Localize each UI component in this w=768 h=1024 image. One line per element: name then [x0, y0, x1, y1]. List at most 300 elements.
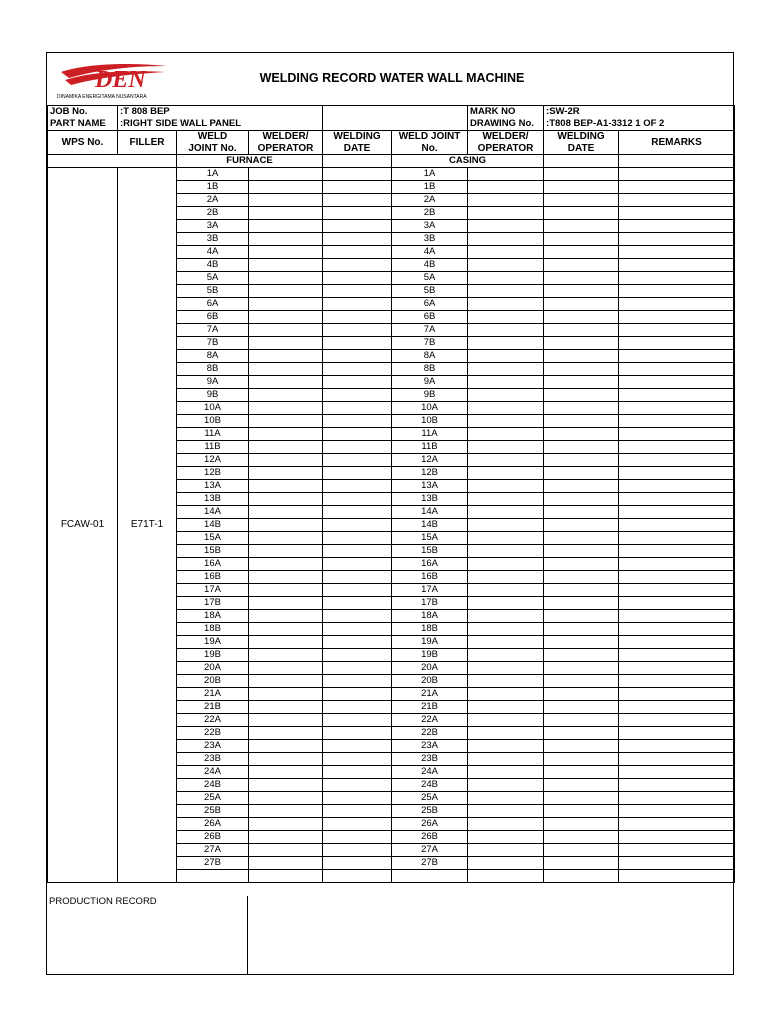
casing-welder-cell[interactable]	[468, 415, 544, 428]
casing-welder-cell[interactable]	[468, 818, 544, 831]
furnace-welder-cell[interactable]	[249, 519, 323, 532]
casing-welder-cell[interactable]	[468, 857, 544, 870]
casing-welder-cell[interactable]	[468, 220, 544, 233]
header-welding-date: WELDING DATE	[323, 131, 392, 155]
casing-date-cell[interactable]	[544, 545, 619, 558]
casing-welder-cell[interactable]	[468, 389, 544, 402]
furnace-date-cell[interactable]	[323, 766, 392, 779]
furnace-welder-cell[interactable]	[249, 831, 323, 844]
furnace-welder-cell[interactable]	[249, 649, 323, 662]
casing-welder-cell[interactable]	[468, 298, 544, 311]
casing-welder-cell[interactable]	[468, 870, 544, 883]
furnace-date-cell[interactable]	[323, 545, 392, 558]
furnace-date-cell[interactable]	[323, 467, 392, 480]
casing-welder-cell[interactable]	[468, 636, 544, 649]
remarks-cell[interactable]	[619, 233, 735, 246]
casing-date-cell[interactable]	[544, 857, 619, 870]
casing-welder-cell[interactable]	[468, 597, 544, 610]
furnace-date-cell[interactable]	[323, 272, 392, 285]
casing-welder-cell[interactable]	[468, 792, 544, 805]
furnace-date-cell[interactable]	[323, 506, 392, 519]
furnace-joint-cell: 12B	[177, 467, 249, 480]
remarks-cell[interactable]	[619, 870, 735, 883]
remarks-cell[interactable]	[619, 688, 735, 701]
casing-date-cell[interactable]	[544, 480, 619, 493]
furnace-joint-cell: 8A	[177, 350, 249, 363]
casing-date-cell[interactable]	[544, 727, 619, 740]
casing-date-cell[interactable]	[544, 194, 619, 207]
casing-welder-cell[interactable]	[468, 285, 544, 298]
casing-joint-cell: 15B	[392, 545, 468, 558]
casing-date-cell[interactable]	[544, 285, 619, 298]
casing-welder-cell[interactable]	[468, 649, 544, 662]
casing-date-cell[interactable]	[544, 467, 619, 480]
remarks-cell[interactable]	[619, 571, 735, 584]
furnace-date-cell[interactable]	[323, 753, 392, 766]
remarks-cell[interactable]	[619, 792, 735, 805]
casing-date-cell[interactable]	[544, 779, 619, 792]
remarks-cell[interactable]	[619, 558, 735, 571]
remarks-cell[interactable]	[619, 324, 735, 337]
furnace-welder-cell[interactable]	[249, 766, 323, 779]
casing-date-cell[interactable]	[544, 454, 619, 467]
casing-date-cell[interactable]	[544, 623, 619, 636]
casing-welder-cell[interactable]	[468, 441, 544, 454]
furnace-date-cell[interactable]	[323, 220, 392, 233]
casing-date-cell[interactable]	[544, 337, 619, 350]
furnace-date-cell[interactable]	[323, 558, 392, 571]
casing-welder-cell[interactable]	[468, 714, 544, 727]
remarks-cell[interactable]	[619, 194, 735, 207]
header-welder-operator: WELDER/ OPERATOR	[249, 131, 323, 155]
furnace-welder-cell[interactable]	[249, 857, 323, 870]
casing-welder-cell[interactable]	[468, 584, 544, 597]
casing-date-cell[interactable]	[544, 636, 619, 649]
furnace-welder-cell[interactable]	[249, 454, 323, 467]
furnace-date-cell[interactable]	[323, 194, 392, 207]
casing-date-cell[interactable]	[544, 233, 619, 246]
furnace-date-cell[interactable]	[323, 337, 392, 350]
furnace-welder-cell[interactable]	[249, 272, 323, 285]
furnace-joint-cell: 6B	[177, 311, 249, 324]
furnace-welder-cell[interactable]	[249, 493, 323, 506]
furnace-welder-cell[interactable]	[249, 545, 323, 558]
furnace-date-cell[interactable]	[323, 519, 392, 532]
production-record-box	[47, 896, 248, 975]
furnace-date-cell[interactable]	[323, 870, 392, 883]
casing-date-cell[interactable]	[544, 870, 619, 883]
remarks-cell[interactable]	[619, 454, 735, 467]
furnace-joint-cell: 2A	[177, 194, 249, 207]
casing-welder-cell[interactable]	[468, 467, 544, 480]
furnace-date-cell[interactable]	[323, 727, 392, 740]
furnace-date-cell[interactable]	[323, 298, 392, 311]
furnace-date-cell[interactable]	[323, 779, 392, 792]
casing-welder-cell[interactable]	[468, 610, 544, 623]
remarks-cell[interactable]	[619, 415, 735, 428]
remarks-cell[interactable]	[619, 376, 735, 389]
casing-joint-cell: 3A	[392, 220, 468, 233]
remarks-cell[interactable]	[619, 519, 735, 532]
casing-welder-cell[interactable]	[468, 545, 544, 558]
furnace-date-cell[interactable]	[323, 584, 392, 597]
furnace-welder-cell[interactable]	[249, 181, 323, 194]
remarks-cell[interactable]	[619, 649, 735, 662]
furnace-welder-cell[interactable]	[249, 480, 323, 493]
furnace-joint-cell: 11B	[177, 441, 249, 454]
casing-date-cell[interactable]	[544, 493, 619, 506]
furnace-date-cell[interactable]	[323, 610, 392, 623]
casing-joint-cell: 18B	[392, 623, 468, 636]
furnace-joint-cell: 5B	[177, 285, 249, 298]
casing-date-cell[interactable]	[544, 597, 619, 610]
furnace-welder-cell[interactable]	[249, 844, 323, 857]
furnace-welder-cell[interactable]	[249, 233, 323, 246]
casing-welder-cell[interactable]	[468, 675, 544, 688]
furnace-joint-cell: 26B	[177, 831, 249, 844]
casing-date-cell[interactable]	[544, 831, 619, 844]
casing-date-cell[interactable]	[544, 207, 619, 220]
remarks-cell[interactable]	[619, 298, 735, 311]
casing-date-cell[interactable]	[544, 805, 619, 818]
remarks-cell[interactable]	[619, 545, 735, 558]
casing-joint-cell: 20A	[392, 662, 468, 675]
casing-welder-cell[interactable]	[468, 571, 544, 584]
casing-date-cell[interactable]	[544, 441, 619, 454]
casing-date-cell[interactable]	[544, 220, 619, 233]
furnace-date-cell[interactable]	[323, 324, 392, 337]
casing-welder-cell[interactable]	[468, 168, 544, 181]
casing-date-cell[interactable]	[544, 272, 619, 285]
furnace-date-cell[interactable]	[323, 740, 392, 753]
casing-date-cell[interactable]	[544, 298, 619, 311]
furnace-welder-cell[interactable]	[249, 389, 323, 402]
casing-date-cell[interactable]	[544, 571, 619, 584]
remarks-cell[interactable]	[619, 220, 735, 233]
remarks-cell[interactable]	[619, 467, 735, 480]
furnace-date-cell[interactable]	[323, 350, 392, 363]
furnace-date-cell[interactable]	[323, 805, 392, 818]
remarks-cell[interactable]	[619, 272, 735, 285]
casing-welder-cell[interactable]	[468, 337, 544, 350]
furnace-welder-cell[interactable]	[249, 402, 323, 415]
furnace-welder-cell[interactable]	[249, 584, 323, 597]
casing-date-cell[interactable]	[544, 324, 619, 337]
furnace-welder-cell[interactable]	[249, 688, 323, 701]
furnace-welder-cell[interactable]	[249, 805, 323, 818]
furnace-date-cell[interactable]	[323, 844, 392, 857]
furnace-date-cell[interactable]	[323, 636, 392, 649]
casing-welder-cell[interactable]	[468, 805, 544, 818]
furnace-date-cell[interactable]	[323, 649, 392, 662]
casing-welder-cell[interactable]	[468, 701, 544, 714]
remarks-cell[interactable]	[619, 818, 735, 831]
remarks-cell[interactable]	[619, 480, 735, 493]
remarks-cell[interactable]	[619, 363, 735, 376]
casing-welder-cell[interactable]	[468, 428, 544, 441]
furnace-welder-cell[interactable]	[249, 662, 323, 675]
furnace-welder-cell[interactable]	[249, 363, 323, 376]
furnace-welder-cell[interactable]	[249, 311, 323, 324]
casing-joint-cell: 2A	[392, 194, 468, 207]
casing-welder-cell[interactable]	[468, 493, 544, 506]
furnace-date-cell[interactable]	[323, 571, 392, 584]
furnace-date-cell[interactable]	[323, 480, 392, 493]
casing-date-cell[interactable]	[544, 259, 619, 272]
furnace-welder-cell[interactable]	[249, 376, 323, 389]
furnace-welder-cell[interactable]	[249, 246, 323, 259]
section-row	[48, 155, 735, 168]
casing-date-cell[interactable]	[544, 792, 619, 805]
remarks-cell[interactable]	[619, 246, 735, 259]
casing-welder-cell[interactable]	[468, 688, 544, 701]
furnace-welder-cell[interactable]	[249, 675, 323, 688]
remarks-cell[interactable]	[619, 623, 735, 636]
furnace-date-cell[interactable]	[323, 688, 392, 701]
casing-welder-cell[interactable]	[468, 311, 544, 324]
furnace-welder-cell[interactable]	[249, 701, 323, 714]
remarks-cell[interactable]	[619, 207, 735, 220]
furnace-welder-cell[interactable]	[249, 194, 323, 207]
furnace-joint-cell: 3B	[177, 233, 249, 246]
furnace-welder-cell[interactable]	[249, 753, 323, 766]
casing-welder-cell[interactable]	[468, 727, 544, 740]
furnace-date-cell[interactable]	[323, 714, 392, 727]
casing-welder-cell[interactable]	[468, 831, 544, 844]
furnace-date-cell[interactable]	[323, 662, 392, 675]
furnace-welder-cell[interactable]	[249, 571, 323, 584]
casing-date-cell[interactable]	[544, 415, 619, 428]
furnace-date-cell[interactable]	[323, 181, 392, 194]
remarks-cell[interactable]	[619, 727, 735, 740]
casing-date-cell[interactable]	[544, 662, 619, 675]
furnace-date-cell[interactable]	[323, 207, 392, 220]
remarks-cell[interactable]	[619, 714, 735, 727]
furnace-date-cell[interactable]	[323, 246, 392, 259]
casing-date-cell[interactable]	[544, 610, 619, 623]
casing-welder-cell[interactable]	[468, 779, 544, 792]
casing-date-cell[interactable]	[544, 168, 619, 181]
furnace-welder-cell[interactable]	[249, 636, 323, 649]
casing-date-cell[interactable]	[544, 844, 619, 857]
casing-date-cell[interactable]	[544, 675, 619, 688]
furnace-welder-cell[interactable]	[249, 337, 323, 350]
casing-welder-cell[interactable]	[468, 454, 544, 467]
casing-welder-cell[interactable]	[468, 324, 544, 337]
furnace-date-cell[interactable]	[323, 402, 392, 415]
furnace-welder-cell[interactable]	[249, 285, 323, 298]
casing-welder-cell[interactable]	[468, 402, 544, 415]
furnace-joint-cell: 14B	[177, 519, 249, 532]
furnace-welder-cell[interactable]	[249, 168, 323, 181]
furnace-date-cell[interactable]	[323, 532, 392, 545]
furnace-date-cell[interactable]	[323, 857, 392, 870]
remarks-cell[interactable]	[619, 168, 735, 181]
furnace-welder-cell[interactable]	[249, 623, 323, 636]
casing-date-cell[interactable]	[544, 402, 619, 415]
remarks-cell[interactable]	[619, 506, 735, 519]
furnace-welder-cell[interactable]	[249, 207, 323, 220]
furnace-welder-cell[interactable]	[249, 558, 323, 571]
furnace-welder-cell[interactable]	[249, 415, 323, 428]
furnace-welder-cell[interactable]	[249, 324, 323, 337]
furnace-joint-cell: 23B	[177, 753, 249, 766]
furnace-date-cell[interactable]	[323, 493, 392, 506]
furnace-welder-cell[interactable]	[249, 467, 323, 480]
casing-date-cell[interactable]	[544, 584, 619, 597]
casing-welder-cell[interactable]	[468, 194, 544, 207]
furnace-welder-cell[interactable]	[249, 532, 323, 545]
header-weld-joint-no: WELD JOINT No.	[177, 131, 249, 155]
casing-date-cell[interactable]	[544, 649, 619, 662]
casing-joint-cell: 13A	[392, 480, 468, 493]
remarks-cell[interactable]	[619, 662, 735, 675]
casing-welder-cell[interactable]	[468, 259, 544, 272]
remarks-cell[interactable]	[619, 766, 735, 779]
remarks-cell[interactable]	[619, 597, 735, 610]
remarks-cell[interactable]	[619, 350, 735, 363]
casing-date-cell[interactable]	[544, 688, 619, 701]
remarks-cell[interactable]	[619, 402, 735, 415]
furnace-date-cell[interactable]	[323, 597, 392, 610]
casing-welder-cell[interactable]	[468, 246, 544, 259]
remarks-cell[interactable]	[619, 675, 735, 688]
casing-date-cell[interactable]	[544, 519, 619, 532]
casing-welder-cell[interactable]	[468, 207, 544, 220]
furnace-welder-cell[interactable]	[249, 350, 323, 363]
remarks-cell[interactable]	[619, 259, 735, 272]
casing-welder-cell[interactable]	[468, 506, 544, 519]
remarks-cell[interactable]	[619, 610, 735, 623]
remarks-cell[interactable]	[619, 181, 735, 194]
casing-welder-cell[interactable]	[468, 272, 544, 285]
furnace-welder-cell[interactable]	[249, 441, 323, 454]
remarks-cell[interactable]	[619, 636, 735, 649]
furnace-date-cell[interactable]	[323, 389, 392, 402]
casing-date-cell[interactable]	[544, 428, 619, 441]
furnace-date-cell[interactable]	[323, 168, 392, 181]
casing-welder-cell[interactable]	[468, 623, 544, 636]
casing-welder-cell[interactable]	[468, 753, 544, 766]
furnace-joint-cell: 3A	[177, 220, 249, 233]
furnace-welder-cell[interactable]	[249, 792, 323, 805]
furnace-date-cell[interactable]	[323, 311, 392, 324]
furnace-date-cell[interactable]	[323, 415, 392, 428]
casing-date-cell[interactable]	[544, 753, 619, 766]
casing-welder-cell[interactable]	[468, 844, 544, 857]
remarks-cell[interactable]	[619, 285, 735, 298]
casing-date-cell[interactable]	[544, 558, 619, 571]
casing-welder-cell[interactable]	[468, 532, 544, 545]
casing-welder-cell[interactable]	[468, 376, 544, 389]
remarks-cell[interactable]	[619, 311, 735, 324]
casing-date-cell[interactable]	[544, 532, 619, 545]
furnace-welder-cell[interactable]	[249, 220, 323, 233]
furnace-welder-cell[interactable]	[249, 506, 323, 519]
casing-date-cell[interactable]	[544, 766, 619, 779]
furnace-joint-cell: 25B	[177, 805, 249, 818]
furnace-welder-cell[interactable]	[249, 714, 323, 727]
casing-joint-cell: 16A	[392, 558, 468, 571]
remarks-cell[interactable]	[619, 857, 735, 870]
casing-welder-cell[interactable]	[468, 558, 544, 571]
casing-date-cell[interactable]	[544, 818, 619, 831]
remarks-cell[interactable]	[619, 493, 735, 506]
casing-date-cell[interactable]	[544, 350, 619, 363]
casing-welder-cell[interactable]	[468, 740, 544, 753]
casing-date-cell[interactable]	[544, 740, 619, 753]
furnace-welder-cell[interactable]	[249, 870, 323, 883]
furnace-welder-cell[interactable]	[249, 740, 323, 753]
casing-joint-cell: 9B	[392, 389, 468, 402]
casing-welder-cell[interactable]	[468, 519, 544, 532]
casing-date-cell[interactable]	[544, 389, 619, 402]
casing-date-cell[interactable]	[544, 714, 619, 727]
remarks-cell[interactable]	[619, 584, 735, 597]
furnace-date-cell[interactable]	[323, 818, 392, 831]
casing-welder-cell[interactable]	[468, 662, 544, 675]
furnace-welder-cell[interactable]	[249, 818, 323, 831]
casing-date-cell[interactable]	[544, 506, 619, 519]
casing-welder-cell[interactable]	[468, 363, 544, 376]
furnace-welder-cell[interactable]	[249, 428, 323, 441]
furnace-date-cell[interactable]	[323, 259, 392, 272]
furnace-welder-cell[interactable]	[249, 298, 323, 311]
furnace-date-cell[interactable]	[323, 376, 392, 389]
furnace-date-cell[interactable]	[323, 701, 392, 714]
remarks-cell[interactable]	[619, 441, 735, 454]
remarks-cell[interactable]	[619, 805, 735, 818]
remarks-cell[interactable]	[619, 389, 735, 402]
remarks-cell[interactable]	[619, 740, 735, 753]
remarks-cell[interactable]	[619, 753, 735, 766]
remarks-cell[interactable]	[619, 831, 735, 844]
casing-welder-cell[interactable]	[468, 181, 544, 194]
furnace-date-cell[interactable]	[323, 285, 392, 298]
furnace-welder-cell[interactable]	[249, 259, 323, 272]
furnace-date-cell[interactable]	[323, 428, 392, 441]
casing-date-cell[interactable]	[544, 311, 619, 324]
furnace-welder-cell[interactable]	[249, 610, 323, 623]
casing-date-cell[interactable]	[544, 181, 619, 194]
remarks-cell[interactable]	[619, 532, 735, 545]
furnace-date-cell[interactable]	[323, 675, 392, 688]
remarks-cell[interactable]	[619, 701, 735, 714]
furnace-welder-cell[interactable]	[249, 597, 323, 610]
casing-date-cell[interactable]	[544, 701, 619, 714]
casing-date-cell[interactable]	[544, 246, 619, 259]
furnace-welder-cell[interactable]	[249, 779, 323, 792]
remarks-cell[interactable]	[619, 428, 735, 441]
remarks-cell[interactable]	[619, 844, 735, 857]
furnace-date-cell[interactable]	[323, 623, 392, 636]
furnace-date-cell[interactable]	[323, 831, 392, 844]
furnace-date-cell[interactable]	[323, 441, 392, 454]
casing-welder-cell[interactable]	[468, 480, 544, 493]
furnace-date-cell[interactable]	[323, 454, 392, 467]
casing-date-cell[interactable]	[544, 363, 619, 376]
remarks-cell[interactable]	[619, 337, 735, 350]
casing-welder-cell[interactable]	[468, 350, 544, 363]
furnace-date-cell[interactable]	[323, 363, 392, 376]
casing-welder-cell[interactable]	[468, 233, 544, 246]
casing-welder-cell[interactable]	[468, 766, 544, 779]
furnace-date-cell[interactable]	[323, 233, 392, 246]
casing-date-cell[interactable]	[544, 376, 619, 389]
remarks-cell[interactable]	[619, 779, 735, 792]
furnace-date-cell[interactable]	[323, 792, 392, 805]
furnace-welder-cell[interactable]	[249, 727, 323, 740]
